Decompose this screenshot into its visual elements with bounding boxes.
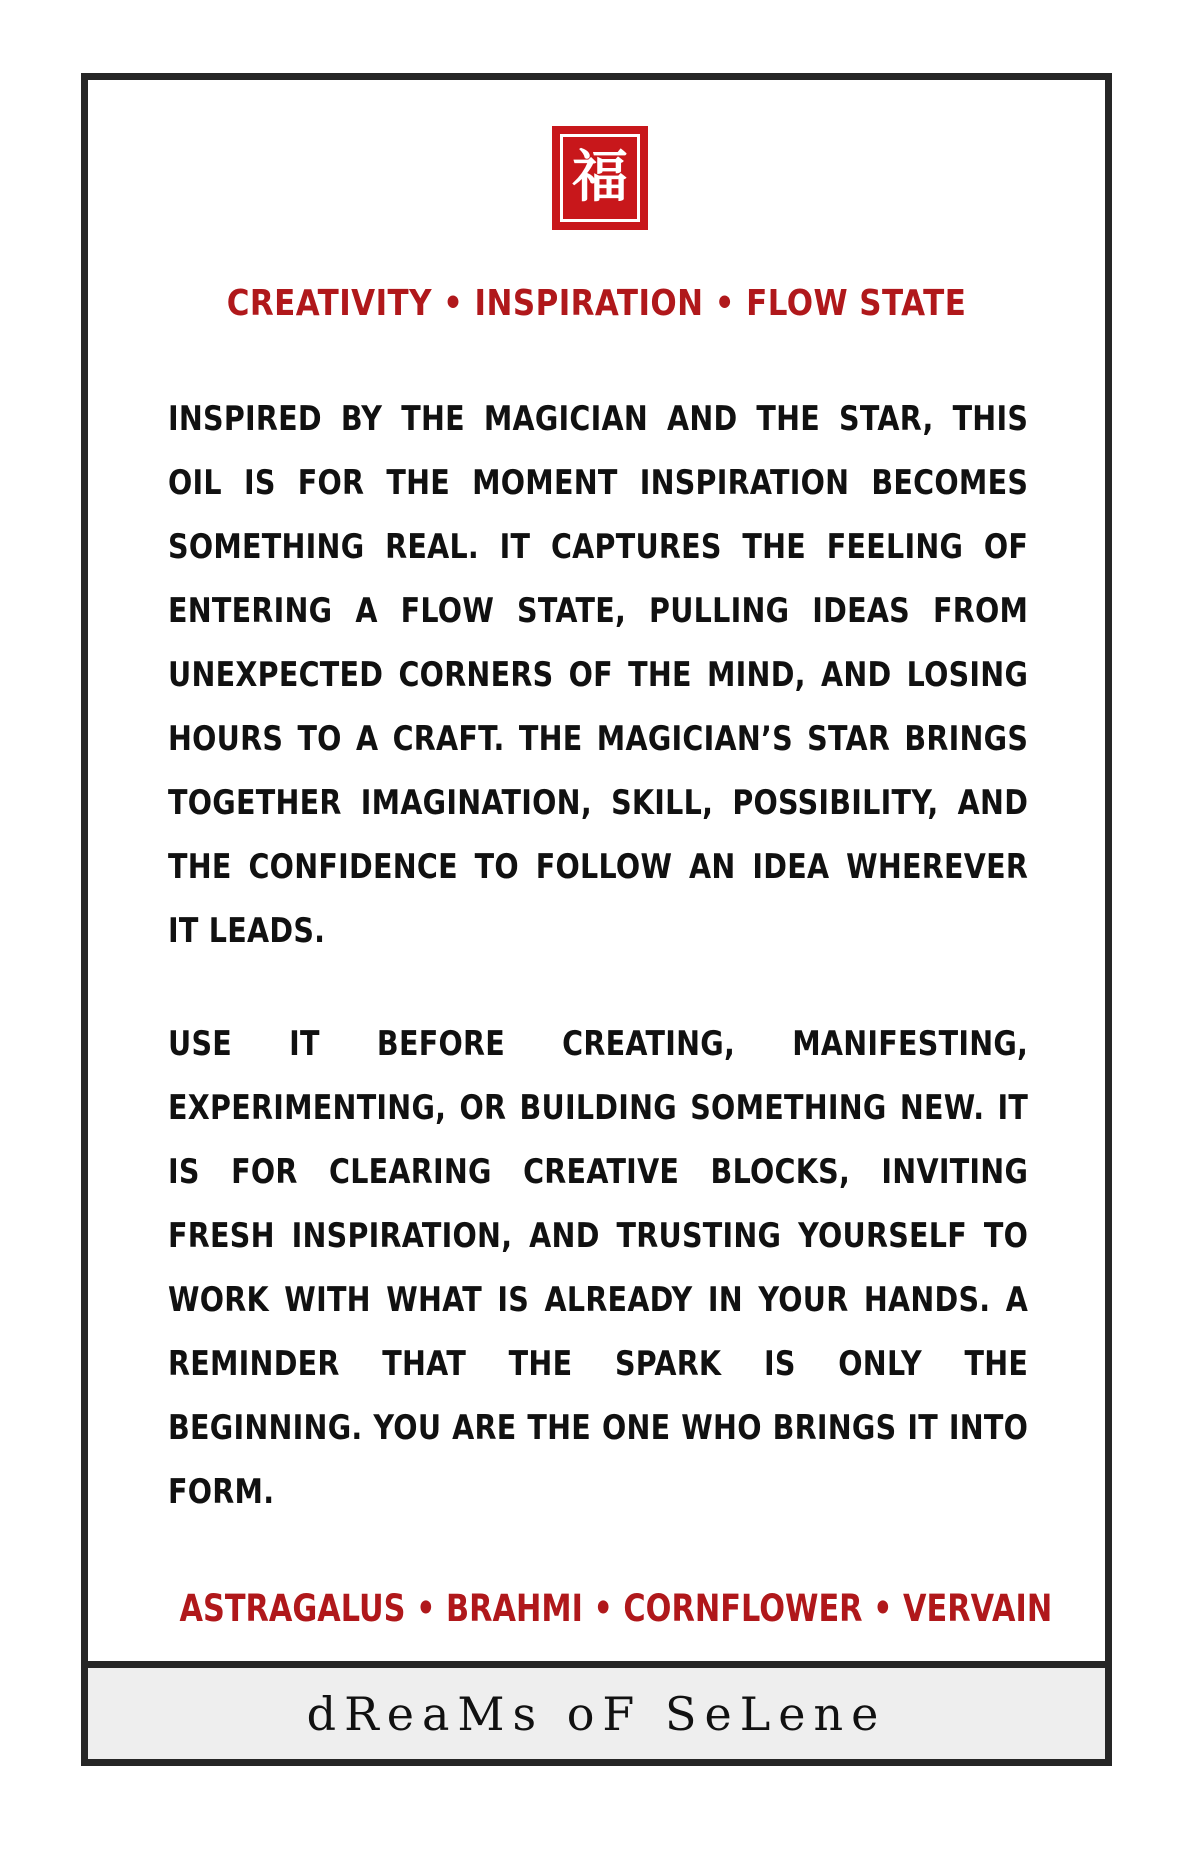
brand-name: dReaMs oF SeLene	[306, 1686, 887, 1741]
seal-glyph: 福	[560, 134, 640, 222]
description-paragraph-1	[168, 387, 1028, 963]
oil-description-card	[81, 73, 1112, 1766]
ingredients-list: ASTRAGALUS • BRAHMI • CORNFLOWER • VERVAIN	[179, 1587, 1053, 1630]
paragraph-1-text: INSPIRED BY THE MAGICIAN AND THE STAR, THIS OIL IS FOR THE MOMENT INSPIRATION BECOMES SOMETHING REAL. IT CAPTURES THE FEELING OF ENTERING A FLOW STATE, PULLING IDEAS FROM UNEXPECTED CORNERS OF THE MIND, AND LOSING HOURS TO A CRAFT. THE MAGICIAN’S STAR BRINGS TOGETHER IMAGINATION, SKILL, POSSIBILITY, AND THE CONFIDENCE TO FOLLOW AN IDEA WHEREVER IT LEADS.	[168, 399, 1029, 951]
theme-keywords: CREATIVITY • INSPIRATION • FLOW STATE	[226, 283, 967, 324]
paragraph-2-text: USE IT BEFORE CREATING, MANIFESTING, EXPERIMENTING, OR BUILDING SOMETHING NEW. IT IS FOR CLEARING CREATIVE BLOCKS, INVITING FRESH INSPIRATION, AND TRUSTING YOURSELF TO WORK WITH WHAT IS ALREADY IN YOUR HANDS. A REMINDER THAT THE SPARK IS ONLY THE BEGINNING. YOU ARE THE ONE WHO BRINGS IT INTO FORM.	[168, 1024, 1029, 1512]
fu-seal-stamp	[552, 126, 648, 230]
description-paragraph-2	[168, 1012, 1028, 1524]
brand-footer	[88, 1661, 1105, 1759]
